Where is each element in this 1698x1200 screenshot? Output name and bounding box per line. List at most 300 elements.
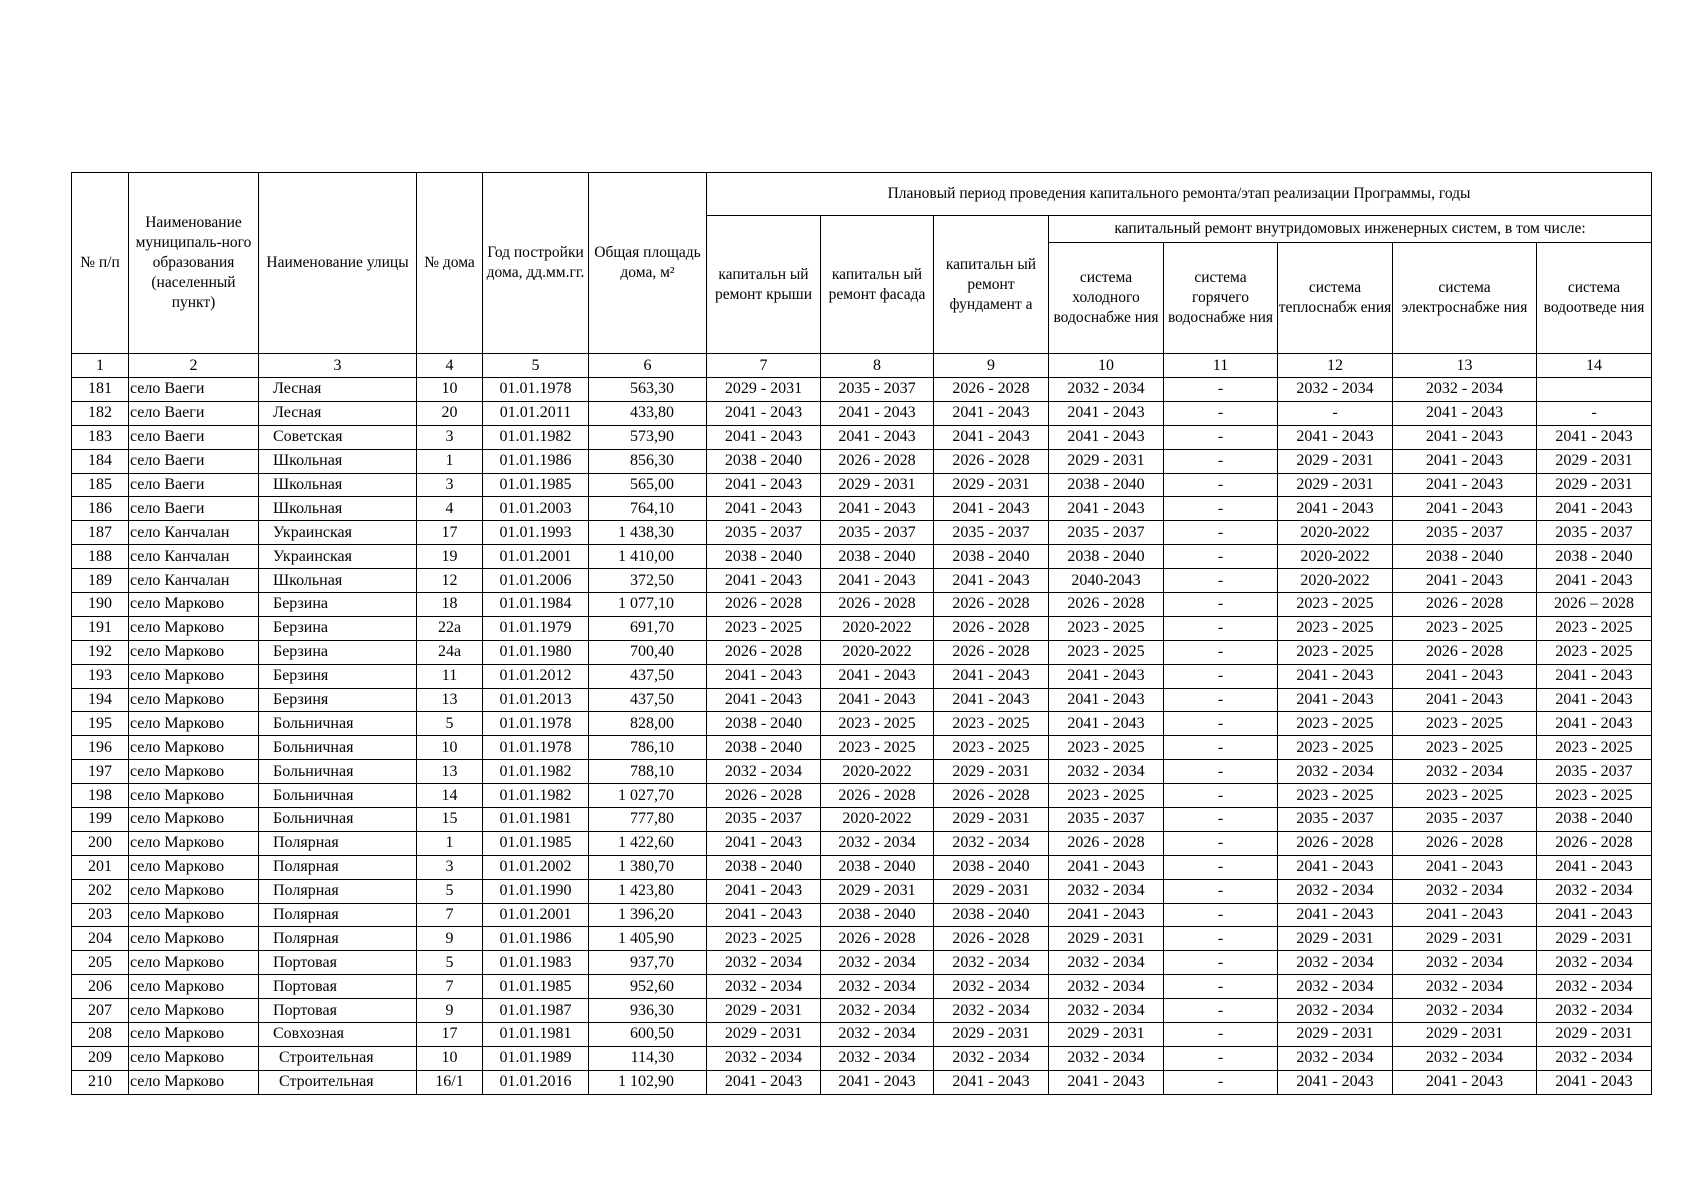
foundation-cell: 2041 - 2043 <box>934 569 1049 593</box>
roof-cell: 2041 - 2043 <box>707 497 821 521</box>
sewerage-cell: 2041 - 2043 <box>1537 712 1652 736</box>
cold-water-cell: 2032 - 2034 <box>1049 951 1164 975</box>
heating-cell: 2032 - 2034 <box>1278 1046 1393 1070</box>
cold-water-cell: 2023 - 2025 <box>1049 640 1164 664</box>
area-cell: 372,50 <box>589 569 707 593</box>
cold-water-cell: 2035 - 2037 <box>1049 808 1164 832</box>
hot-water-cell: - <box>1164 664 1278 688</box>
heating-cell: 2020-2022 <box>1278 569 1393 593</box>
roof-cell: 2041 - 2043 <box>707 879 821 903</box>
sewerage-cell: 2032 - 2034 <box>1537 951 1652 975</box>
cold-water-cell: 2029 - 2031 <box>1049 449 1164 473</box>
roof-cell: 2032 - 2034 <box>707 760 821 784</box>
area-cell: 764,10 <box>589 497 707 521</box>
column-number: 14 <box>1537 354 1652 378</box>
year-cell: 01.01.1981 <box>483 808 589 832</box>
sewerage-cell: 2041 - 2043 <box>1537 903 1652 927</box>
table-row <box>72 736 1652 760</box>
electric-cell: 2032 - 2034 <box>1393 760 1537 784</box>
electric-cell: 2026 - 2028 <box>1393 831 1537 855</box>
municipality-cell: село Ваеги <box>129 425 259 449</box>
header-house: № дома <box>417 173 483 354</box>
facade-cell: 2032 - 2034 <box>821 1046 934 1070</box>
house-cell: 12 <box>417 569 483 593</box>
header-facade: капитальн ый ремонт фасада <box>821 216 934 354</box>
row-num: 194 <box>72 688 129 712</box>
foundation-cell: 2026 - 2028 <box>934 927 1049 951</box>
cold-water-cell: 2032 - 2034 <box>1049 760 1164 784</box>
sewerage-cell: 2041 - 2043 <box>1537 1070 1652 1094</box>
municipality-cell: село Канчалан <box>129 521 259 545</box>
table-row <box>72 879 1652 903</box>
hot-water-cell: - <box>1164 975 1278 999</box>
foundation-cell: 2041 - 2043 <box>934 1070 1049 1094</box>
street-cell: Совхозная <box>259 1023 417 1047</box>
header-systems-group: капитальный ремонт внутридомовых инженерных систем, в том числе: <box>1049 216 1652 243</box>
street-cell: Полярная <box>259 831 417 855</box>
cold-water-cell: 2032 - 2034 <box>1049 999 1164 1023</box>
municipality-cell: село Марково <box>129 927 259 951</box>
table-row <box>72 664 1652 688</box>
area-cell: 600,50 <box>589 1023 707 1047</box>
electric-cell: 2041 - 2043 <box>1393 688 1537 712</box>
heating-cell: 2029 - 2031 <box>1278 927 1393 951</box>
year-cell: 01.01.1981 <box>483 1023 589 1047</box>
foundation-cell: 2032 - 2034 <box>934 831 1049 855</box>
street-cell: Берзиня <box>259 688 417 712</box>
house-cell: 5 <box>417 712 483 736</box>
roof-cell: 2026 - 2028 <box>707 640 821 664</box>
table-row <box>72 831 1652 855</box>
hot-water-cell: - <box>1164 640 1278 664</box>
table-body <box>72 378 1652 1095</box>
heating-cell: 2032 - 2034 <box>1278 951 1393 975</box>
sewerage-cell: 2041 - 2043 <box>1537 569 1652 593</box>
foundation-cell: 2041 - 2043 <box>934 497 1049 521</box>
foundation-cell: 2029 - 2031 <box>934 760 1049 784</box>
house-cell: 13 <box>417 760 483 784</box>
roof-cell: 2041 - 2043 <box>707 473 821 497</box>
cold-water-cell: 2041 - 2043 <box>1049 497 1164 521</box>
sewerage-cell: 2035 - 2037 <box>1537 521 1652 545</box>
table-row <box>72 569 1652 593</box>
municipality-cell: село Марково <box>129 1070 259 1094</box>
house-cell: 3 <box>417 855 483 879</box>
sewerage-cell: 2029 - 2031 <box>1537 927 1652 951</box>
cold-water-cell: 2040-2043 <box>1049 569 1164 593</box>
facade-cell: 2020-2022 <box>821 808 934 832</box>
electric-cell: 2032 - 2034 <box>1393 999 1537 1023</box>
area-cell: 700,40 <box>589 640 707 664</box>
street-cell: Портовая <box>259 999 417 1023</box>
cold-water-cell: 2023 - 2025 <box>1049 736 1164 760</box>
header-electric: система электроснабже ния <box>1393 243 1537 354</box>
area-cell: 437,50 <box>589 664 707 688</box>
sewerage-cell: 2032 - 2034 <box>1537 879 1652 903</box>
year-cell: 01.01.1985 <box>483 975 589 999</box>
facade-cell: 2020-2022 <box>821 640 934 664</box>
area-cell: 114,30 <box>589 1046 707 1070</box>
table-row <box>72 378 1652 402</box>
electric-cell: 2035 - 2037 <box>1393 808 1537 832</box>
year-cell: 01.01.1982 <box>483 425 589 449</box>
house-cell: 14 <box>417 784 483 808</box>
roof-cell: 2035 - 2037 <box>707 521 821 545</box>
row-num: 188 <box>72 545 129 569</box>
facade-cell: 2041 - 2043 <box>821 688 934 712</box>
row-num: 182 <box>72 401 129 425</box>
area-cell: 1 410,00 <box>589 545 707 569</box>
year-cell: 01.01.2002 <box>483 855 589 879</box>
cold-water-cell: 2026 - 2028 <box>1049 831 1164 855</box>
cold-water-cell: 2035 - 2037 <box>1049 521 1164 545</box>
heating-cell: 2029 - 2031 <box>1278 1023 1393 1047</box>
year-cell: 01.01.1982 <box>483 784 589 808</box>
foundation-cell: 2029 - 2031 <box>934 879 1049 903</box>
area-cell: 952,60 <box>589 975 707 999</box>
heating-cell: 2041 - 2043 <box>1278 903 1393 927</box>
sewerage-cell: 2032 - 2034 <box>1537 999 1652 1023</box>
year-cell: 01.01.1985 <box>483 831 589 855</box>
area-cell: 1 077,10 <box>589 593 707 617</box>
foundation-cell: 2038 - 2040 <box>934 855 1049 879</box>
column-number: 12 <box>1278 354 1393 378</box>
sewerage-cell: 2041 - 2043 <box>1537 497 1652 521</box>
heating-cell: 2032 - 2034 <box>1278 378 1393 402</box>
cold-water-cell: 2038 - 2040 <box>1049 545 1164 569</box>
facade-cell: 2041 - 2043 <box>821 497 934 521</box>
row-num: 192 <box>72 640 129 664</box>
municipality-cell: село Марково <box>129 999 259 1023</box>
column-number: 9 <box>934 354 1049 378</box>
sewerage-cell: 2023 - 2025 <box>1537 640 1652 664</box>
year-cell: 01.01.1978 <box>483 736 589 760</box>
table-row <box>72 784 1652 808</box>
sewerage-cell: 2029 - 2031 <box>1537 449 1652 473</box>
table-row <box>72 712 1652 736</box>
street-cell: Больничная <box>259 808 417 832</box>
electric-cell: 2041 - 2043 <box>1393 664 1537 688</box>
electric-cell: 2041 - 2043 <box>1393 497 1537 521</box>
facade-cell: 2032 - 2034 <box>821 1023 934 1047</box>
facade-cell: 2029 - 2031 <box>821 473 934 497</box>
facade-cell: 2020-2022 <box>821 616 934 640</box>
facade-cell: 2032 - 2034 <box>821 975 934 999</box>
area-cell: 1 422,60 <box>589 831 707 855</box>
hot-water-cell: - <box>1164 808 1278 832</box>
cold-water-cell: 2041 - 2043 <box>1049 688 1164 712</box>
heating-cell: 2023 - 2025 <box>1278 784 1393 808</box>
heating-cell: 2041 - 2043 <box>1278 664 1393 688</box>
header-hot-water: система горячего водоснабже ния <box>1164 243 1278 354</box>
area-cell: 777,80 <box>589 808 707 832</box>
area-cell: 433,80 <box>589 401 707 425</box>
hot-water-cell: - <box>1164 425 1278 449</box>
table-row <box>72 808 1652 832</box>
row-num: 185 <box>72 473 129 497</box>
foundation-cell: 2026 - 2028 <box>934 593 1049 617</box>
header-area: Общая площадь дома, м² <box>589 173 707 354</box>
cold-water-cell: 2041 - 2043 <box>1049 401 1164 425</box>
table-row <box>72 1070 1652 1094</box>
column-number: 5 <box>483 354 589 378</box>
area-cell: 1 423,80 <box>589 879 707 903</box>
hot-water-cell: - <box>1164 569 1278 593</box>
electric-cell: 2041 - 2043 <box>1393 401 1537 425</box>
electric-cell: 2038 - 2040 <box>1393 545 1537 569</box>
column-number: 6 <box>589 354 707 378</box>
electric-cell: 2032 - 2034 <box>1393 879 1537 903</box>
area-cell: 565,00 <box>589 473 707 497</box>
table-row <box>72 616 1652 640</box>
column-number: 1 <box>72 354 129 378</box>
hot-water-cell: - <box>1164 999 1278 1023</box>
facade-cell: 2023 - 2025 <box>821 736 934 760</box>
foundation-cell: 2041 - 2043 <box>934 688 1049 712</box>
area-cell: 788,10 <box>589 760 707 784</box>
heating-cell: 2023 - 2025 <box>1278 712 1393 736</box>
street-cell: Школьная <box>259 497 417 521</box>
row-num: 197 <box>72 760 129 784</box>
hot-water-cell: - <box>1164 1070 1278 1094</box>
table-row <box>72 545 1652 569</box>
cold-water-cell: 2032 - 2034 <box>1049 879 1164 903</box>
heating-cell: 2023 - 2025 <box>1278 616 1393 640</box>
municipality-cell: село Марково <box>129 784 259 808</box>
roof-cell: 2029 - 2031 <box>707 999 821 1023</box>
year-cell: 01.01.2003 <box>483 497 589 521</box>
facade-cell: 2026 - 2028 <box>821 927 934 951</box>
roof-cell: 2041 - 2043 <box>707 1070 821 1094</box>
repair-schedule-table <box>71 172 1652 1095</box>
heating-cell: 2041 - 2043 <box>1278 855 1393 879</box>
roof-cell: 2041 - 2043 <box>707 831 821 855</box>
municipality-cell: село Марково <box>129 593 259 617</box>
municipality-cell: село Марково <box>129 1046 259 1070</box>
cold-water-cell: 2038 - 2040 <box>1049 473 1164 497</box>
street-cell: Полярная <box>259 903 417 927</box>
hot-water-cell: - <box>1164 521 1278 545</box>
facade-cell: 2035 - 2037 <box>821 378 934 402</box>
foundation-cell: 2029 - 2031 <box>934 808 1049 832</box>
cold-water-cell: 2041 - 2043 <box>1049 1070 1164 1094</box>
sewerage-cell: 2038 - 2040 <box>1537 545 1652 569</box>
year-cell: 01.01.2013 <box>483 688 589 712</box>
heating-cell: 2020-2022 <box>1278 521 1393 545</box>
heating-cell: 2032 - 2034 <box>1278 999 1393 1023</box>
electric-cell: 2041 - 2043 <box>1393 473 1537 497</box>
area-cell: 437,50 <box>589 688 707 712</box>
roof-cell: 2041 - 2043 <box>707 903 821 927</box>
row-num: 207 <box>72 999 129 1023</box>
street-cell: Строительная <box>259 1070 417 1094</box>
street-cell: Советская <box>259 425 417 449</box>
table-row <box>72 425 1652 449</box>
column-number: 7 <box>707 354 821 378</box>
header-cold-water: система холодного водоснабже ния <box>1049 243 1164 354</box>
sewerage-cell: 2026 – 2028 <box>1537 593 1652 617</box>
heating-cell: 2029 - 2031 <box>1278 473 1393 497</box>
cold-water-cell: 2023 - 2025 <box>1049 784 1164 808</box>
municipality-cell: село Марково <box>129 760 259 784</box>
roof-cell: 2026 - 2028 <box>707 784 821 808</box>
column-number: 4 <box>417 354 483 378</box>
hot-water-cell: - <box>1164 401 1278 425</box>
row-num: 204 <box>72 927 129 951</box>
area-cell: 1 405,90 <box>589 927 707 951</box>
street-cell: Школьная <box>259 569 417 593</box>
house-cell: 1 <box>417 449 483 473</box>
facade-cell: 2038 - 2040 <box>821 855 934 879</box>
area-cell: 1 027,70 <box>589 784 707 808</box>
area-cell: 828,00 <box>589 712 707 736</box>
row-num: 200 <box>72 831 129 855</box>
hot-water-cell: - <box>1164 593 1278 617</box>
heating-cell: 2023 - 2025 <box>1278 640 1393 664</box>
foundation-cell: 2029 - 2031 <box>934 473 1049 497</box>
year-cell: 01.01.2006 <box>483 569 589 593</box>
heating-cell: 2023 - 2025 <box>1278 736 1393 760</box>
cold-water-cell: 2041 - 2043 <box>1049 903 1164 927</box>
row-num: 183 <box>72 425 129 449</box>
area-cell: 937,70 <box>589 951 707 975</box>
municipality-cell: село Марково <box>129 903 259 927</box>
header-street: Наименование улицы <box>259 173 417 354</box>
electric-cell: 2041 - 2043 <box>1393 855 1537 879</box>
municipality-cell: село Марково <box>129 736 259 760</box>
foundation-cell: 2026 - 2028 <box>934 449 1049 473</box>
foundation-cell: 2026 - 2028 <box>934 784 1049 808</box>
facade-cell: 2041 - 2043 <box>821 569 934 593</box>
sewerage-cell: - <box>1537 401 1652 425</box>
facade-cell: 2026 - 2028 <box>821 784 934 808</box>
street-cell: Портовая <box>259 975 417 999</box>
row-num: 208 <box>72 1023 129 1047</box>
facade-cell: 2032 - 2034 <box>821 831 934 855</box>
electric-cell: 2029 - 2031 <box>1393 927 1537 951</box>
hot-water-cell: - <box>1164 378 1278 402</box>
hot-water-cell: - <box>1164 879 1278 903</box>
sewerage-cell: 2041 - 2043 <box>1537 688 1652 712</box>
cold-water-cell: 2026 - 2028 <box>1049 593 1164 617</box>
roof-cell: 2041 - 2043 <box>707 664 821 688</box>
street-cell: Берзиня <box>259 664 417 688</box>
sewerage-cell: 2023 - 2025 <box>1537 736 1652 760</box>
hot-water-cell: - <box>1164 545 1278 569</box>
roof-cell: 2032 - 2034 <box>707 1046 821 1070</box>
table-row <box>72 855 1652 879</box>
year-cell: 01.01.1984 <box>483 593 589 617</box>
cold-water-cell: 2032 - 2034 <box>1049 975 1164 999</box>
hot-water-cell: - <box>1164 449 1278 473</box>
table-row <box>72 688 1652 712</box>
area-cell: 573,90 <box>589 425 707 449</box>
header-municipality: Наименование муниципаль-ного образования (населенный пункт) <box>129 173 259 354</box>
electric-cell: 2035 - 2037 <box>1393 521 1537 545</box>
electric-cell: 2023 - 2025 <box>1393 736 1537 760</box>
house-cell: 7 <box>417 903 483 927</box>
sewerage-cell: 2038 - 2040 <box>1537 808 1652 832</box>
street-cell: Берзина <box>259 640 417 664</box>
street-cell: Больничная <box>259 712 417 736</box>
heating-cell: 2032 - 2034 <box>1278 760 1393 784</box>
row-num: 205 <box>72 951 129 975</box>
heating-cell: - <box>1278 401 1393 425</box>
header-heating: система теплоснабж ения <box>1278 243 1393 354</box>
hot-water-cell: - <box>1164 927 1278 951</box>
foundation-cell: 2023 - 2025 <box>934 736 1049 760</box>
area-cell: 563,30 <box>589 378 707 402</box>
foundation-cell: 2023 - 2025 <box>934 712 1049 736</box>
municipality-cell: село Ваеги <box>129 473 259 497</box>
row-num: 201 <box>72 855 129 879</box>
house-cell: 16/1 <box>417 1070 483 1094</box>
electric-cell: 2041 - 2043 <box>1393 569 1537 593</box>
house-cell: 10 <box>417 378 483 402</box>
sewerage-cell: 2023 - 2025 <box>1537 616 1652 640</box>
header-sewerage: система водоотведе ния <box>1537 243 1652 354</box>
cold-water-cell: 2029 - 2031 <box>1049 927 1164 951</box>
cold-water-cell: 2029 - 2031 <box>1049 1023 1164 1047</box>
foundation-cell: 2026 - 2028 <box>934 616 1049 640</box>
street-cell: Лесная <box>259 401 417 425</box>
heating-cell: 2026 - 2028 <box>1278 831 1393 855</box>
street-cell: Школьная <box>259 473 417 497</box>
facade-cell: 2041 - 2043 <box>821 425 934 449</box>
year-cell: 01.01.1979 <box>483 616 589 640</box>
facade-cell: 2029 - 2031 <box>821 879 934 903</box>
area-cell: 1 438,30 <box>589 521 707 545</box>
column-number: 13 <box>1393 354 1537 378</box>
facade-cell: 2026 - 2028 <box>821 449 934 473</box>
heating-cell: 2032 - 2034 <box>1278 879 1393 903</box>
roof-cell: 2038 - 2040 <box>707 855 821 879</box>
table-row <box>72 1046 1652 1070</box>
table-row <box>72 903 1652 927</box>
street-cell: Школьная <box>259 449 417 473</box>
street-cell: Больничная <box>259 784 417 808</box>
table-row <box>72 401 1652 425</box>
hot-water-cell: - <box>1164 736 1278 760</box>
house-cell: 1 <box>417 831 483 855</box>
sewerage-cell <box>1537 378 1652 402</box>
house-cell: 11 <box>417 664 483 688</box>
year-cell: 01.01.2012 <box>483 664 589 688</box>
foundation-cell: 2029 - 2031 <box>934 1023 1049 1047</box>
year-cell: 01.01.1978 <box>483 712 589 736</box>
year-cell: 01.01.1989 <box>483 1046 589 1070</box>
sewerage-cell: 2041 - 2043 <box>1537 425 1652 449</box>
row-num: 209 <box>72 1046 129 1070</box>
roof-cell: 2041 - 2043 <box>707 688 821 712</box>
year-cell: 01.01.2011 <box>483 401 589 425</box>
year-cell: 01.01.1987 <box>483 999 589 1023</box>
row-num: 203 <box>72 903 129 927</box>
heating-cell: 2041 - 2043 <box>1278 688 1393 712</box>
row-num: 210 <box>72 1070 129 1094</box>
area-cell: 1 102,90 <box>589 1070 707 1094</box>
row-num: 189 <box>72 569 129 593</box>
row-num: 199 <box>72 808 129 832</box>
roof-cell: 2038 - 2040 <box>707 712 821 736</box>
cold-water-cell: 2041 - 2043 <box>1049 855 1164 879</box>
column-number: 10 <box>1049 354 1164 378</box>
table-header <box>72 173 1652 378</box>
sewerage-cell: 2032 - 2034 <box>1537 1046 1652 1070</box>
foundation-cell: 2041 - 2043 <box>934 425 1049 449</box>
foundation-cell: 2041 - 2043 <box>934 401 1049 425</box>
year-cell: 01.01.1982 <box>483 760 589 784</box>
